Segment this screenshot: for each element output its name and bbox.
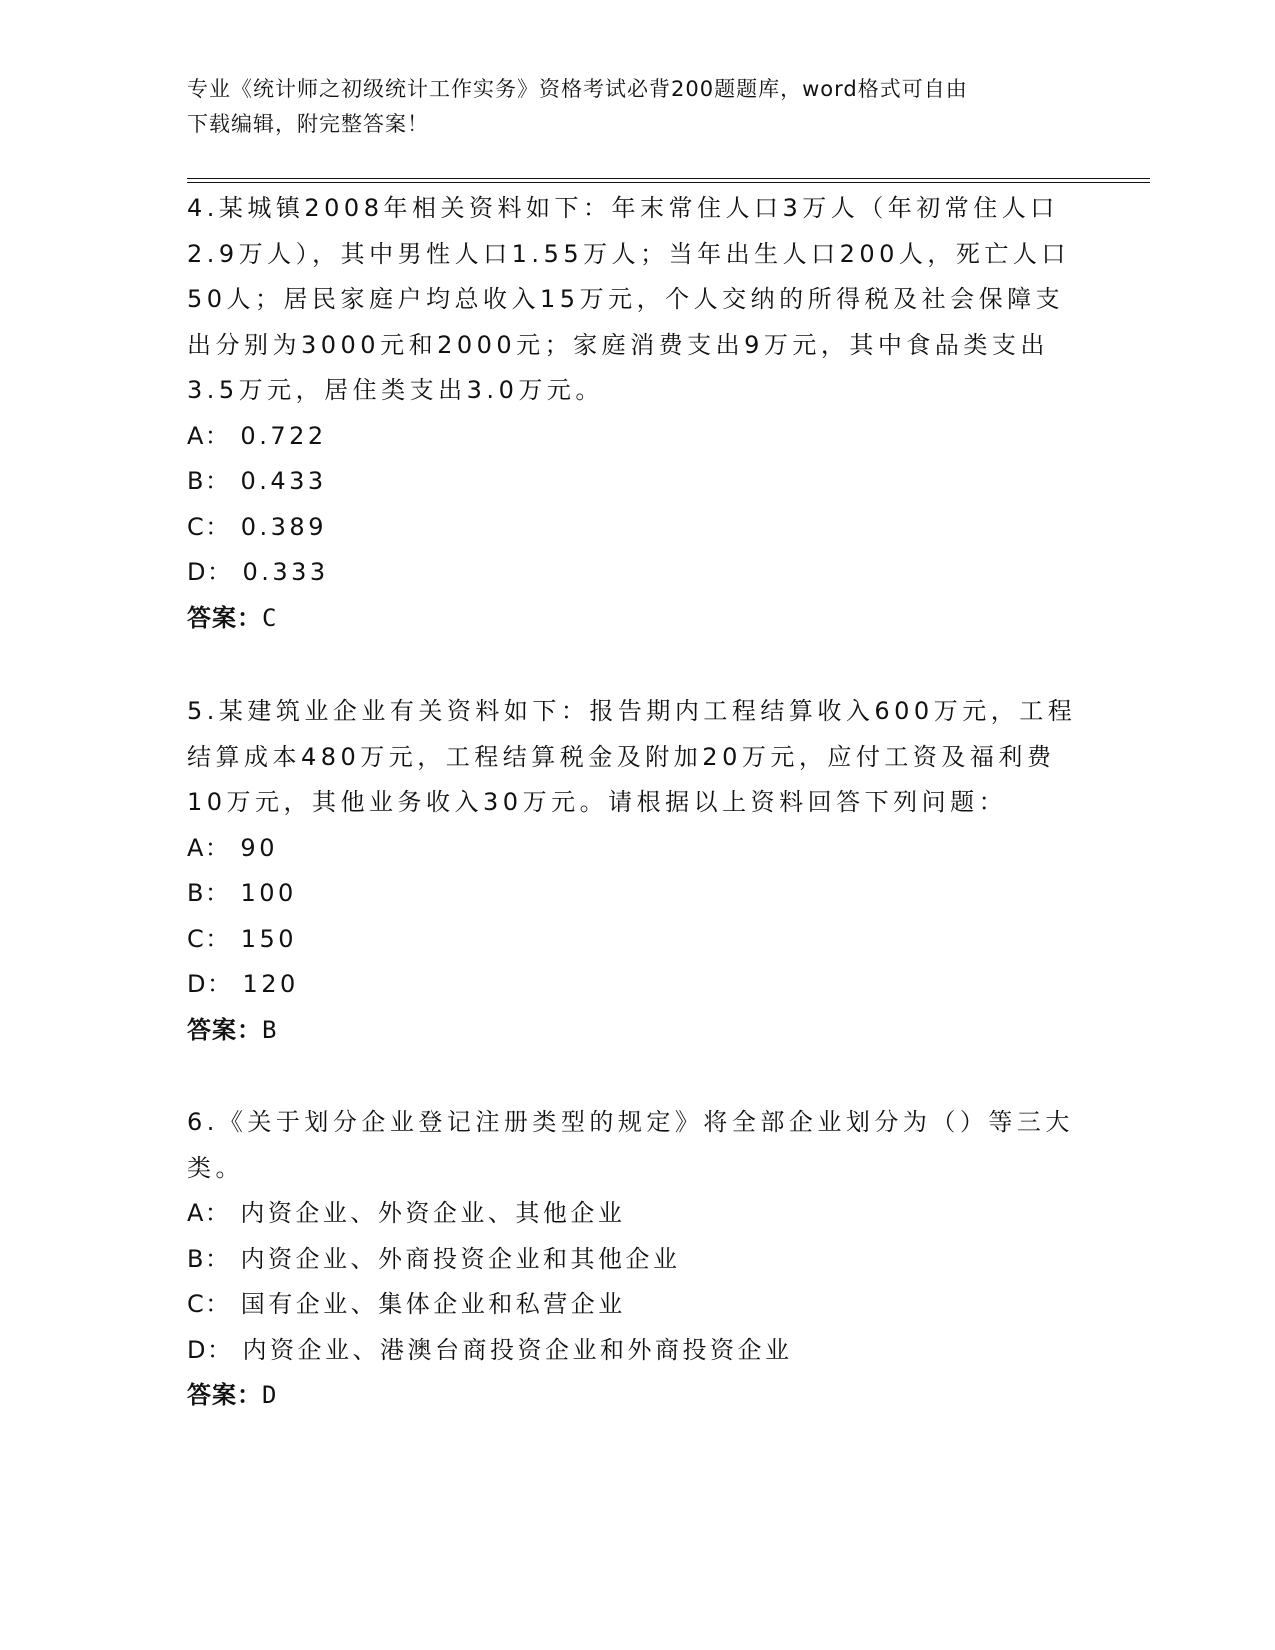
question-4 xyxy=(187,186,1087,641)
question-stem: 6.《关于划分企业登记注册类型的规定》将全部企业划分为（）等三大类。 xyxy=(187,1108,1074,1182)
option-a: A： 0.722 xyxy=(187,421,327,450)
answer: 答案：B xyxy=(187,1015,278,1044)
question-stem: 4.某城镇2008年相关资料如下：年末常住人口3万人（年初常住人口2.9万人），其中男性人口1.55万人；当年出生人口200人，死亡人口50人；居民家庭户均总收入15万元，个人交纳的所得税及社会保障支出分别为3000元和2000元；家庭消费支出9万元，其中食品类支出3.5万元，居住类支出3.0万元。 xyxy=(187,194,1070,404)
question-stem: 5.某建筑业企业有关资料如下：报告期内工程结算收入600万元，工程结算成本480万元，工程结算税金及附加20万元，应付工资及福利费10万元，其他业务收入30万元。请根据以上资料回答下列问题： xyxy=(187,697,1077,816)
option-d: D： 120 xyxy=(187,970,299,998)
option-b: B： 100 xyxy=(187,879,297,907)
option-d: D： 内资企业、港澳台商投资企业和外商投资企业 xyxy=(187,1335,793,1364)
option-a: A： 90 xyxy=(187,833,278,862)
answer: 答案：C xyxy=(187,603,278,632)
answer: 答案：D xyxy=(187,1381,278,1409)
option-c: C： 0.389 xyxy=(187,512,327,541)
option-b: B： 0.433 xyxy=(187,467,327,495)
header-rule-bottom xyxy=(187,182,1150,183)
document-header xyxy=(187,72,1087,142)
option-a: A： 内资企业、外资企业、其他企业 xyxy=(187,1199,626,1227)
option-c: C： 国有企业、集体企业和私营企业 xyxy=(187,1290,626,1318)
header-line-2: 下载编辑，附完整答案！ xyxy=(187,112,429,136)
option-d: D： 0.333 xyxy=(187,558,329,586)
option-c: C： 150 xyxy=(187,924,298,953)
header-rule-top xyxy=(187,178,1150,179)
question-6 xyxy=(187,1100,1087,1419)
option-b: B： 内资企业、外商投资企业和其他企业 xyxy=(187,1244,681,1273)
header-line-1: 专业《统计师之初级统计工作实务》资格考试必背200题题库，word格式可自由 xyxy=(187,77,968,101)
question-5 xyxy=(187,689,1087,1053)
